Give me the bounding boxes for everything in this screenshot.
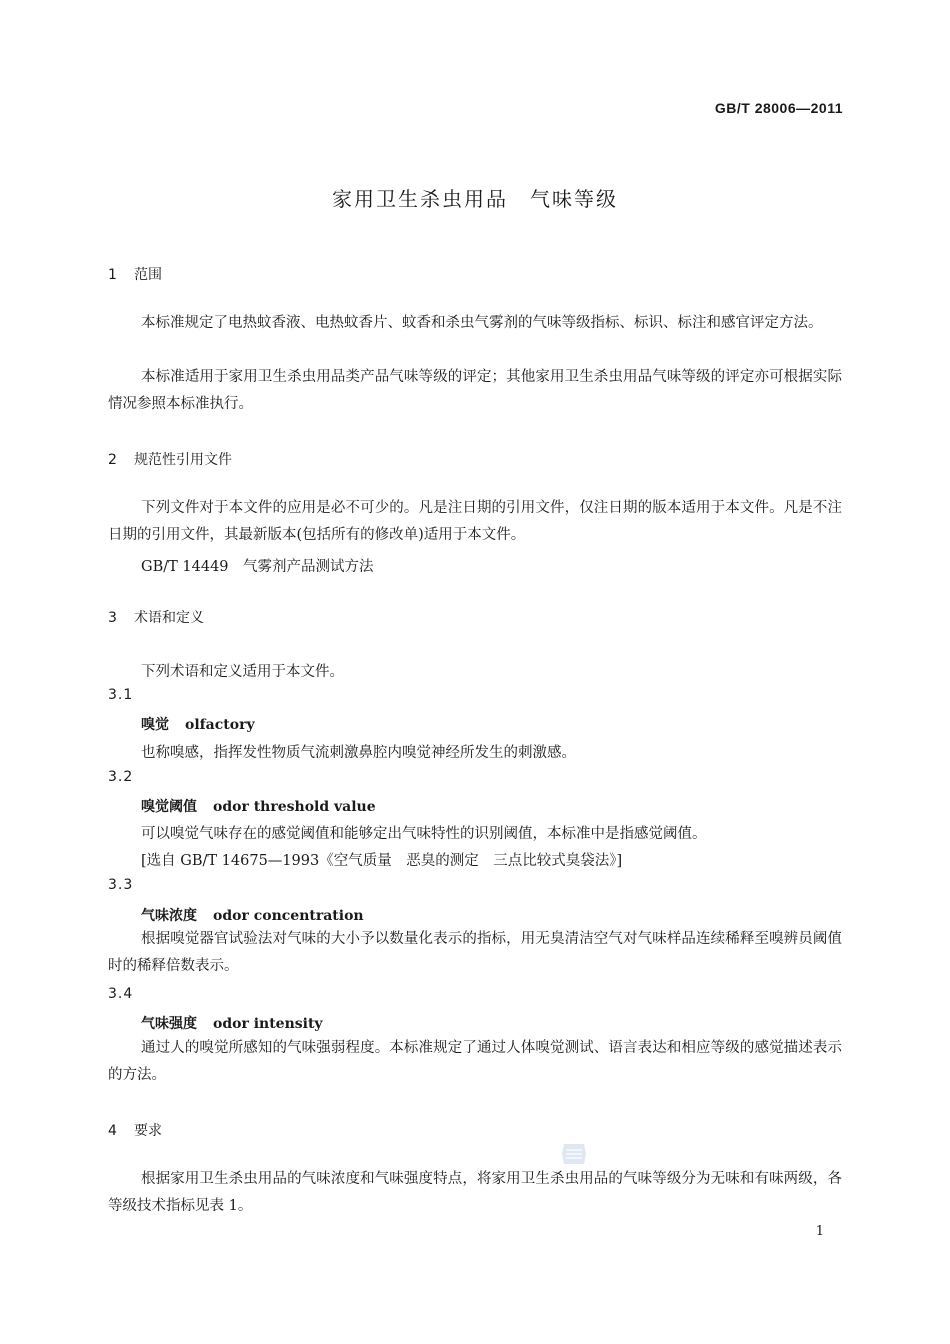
normative-reference: GB/T 14449 气雾剂产品测试方法 — [141, 559, 374, 575]
section-title: 术语和定义 — [134, 610, 204, 626]
section-number: 2 — [108, 452, 117, 468]
section-4-paragraph-1: 根据家用卫生杀虫用品的气味浓度和气味强度特点，将家用卫生杀虫用品的气味等级分为无味和有味两级，各等级技术指标见表 1。 — [108, 1171, 842, 1214]
section-number: 1 — [108, 267, 117, 283]
section-number: 3 — [108, 610, 117, 626]
section-title: 规范性引用文件 — [134, 452, 232, 468]
term-name-zh: 嗅觉阈值 — [141, 799, 197, 815]
section-4-heading — [108, 1120, 162, 1140]
section-title: 要求 — [134, 1123, 162, 1139]
term-name — [141, 714, 255, 734]
term-name — [141, 1013, 323, 1033]
section-number: 4 — [108, 1123, 117, 1139]
term-definition: 通过人的嗅觉所感知的气味强弱程度。本标准规定了通过人体嗅觉测试、语言表达和相应等级的感觉描述表示的方法。 — [108, 1040, 842, 1083]
document-title: 家用卫生杀虫用品 气味等级 — [332, 187, 618, 211]
term-name-en: odor concentration — [213, 908, 364, 924]
term-name-zh: 气味强度 — [141, 1016, 197, 1032]
sac-logo-icon — [560, 1142, 588, 1166]
term-number: 3.1 — [108, 687, 134, 703]
term-name-en: olfactory — [185, 717, 255, 733]
section-2-heading — [108, 449, 232, 469]
term-name — [141, 905, 364, 925]
section-3-intro: 下列术语和定义适用于本文件。 — [141, 664, 344, 680]
standard-code: GB/T 28006—2011 — [714, 100, 843, 116]
term-source: [选自 GB/T 14675—1993《空气质量 恶臭的测定 三点比较式臭袋法》] — [141, 853, 623, 869]
term-name-zh: 嗅觉 — [141, 717, 169, 733]
term-name-en: odor intensity — [213, 1016, 323, 1032]
section-1-paragraph-1: 本标准规定了电热蚊香液、电热蚊香片、蚊香和杀虫气雾剂的气味等级指标、标识、标注和感官评定方法。 — [141, 315, 823, 331]
term-definition: 也称嗅感，指挥发性物质气流刺激鼻腔内嗅觉神经所发生的刺激感。 — [141, 745, 576, 761]
section-3-heading — [108, 607, 204, 627]
term-name — [141, 796, 376, 816]
term-definition: 可以嗅觉气味存在的感觉阈值和能够定出气味特性的识别阈值，本标准中是指感觉阈值。 — [141, 826, 707, 842]
term-name-zh: 气味浓度 — [141, 908, 197, 924]
section-1-paragraph-2: 本标准适用于家用卫生杀虫用品类产品气味等级的评定；其他家用卫生杀虫用品气味等级的评定亦可根据实际情况参照本标准执行。 — [108, 369, 842, 412]
term-definition: 根据嗅觉器官试验法对气味的大小予以数量化表示的指标，用无臭清洁空气对气味样品连续稀释至嗅辨员阈值时的稀释倍数表示。 — [108, 931, 842, 974]
term-number: 3.3 — [108, 877, 134, 893]
term-number: 3.2 — [108, 769, 134, 785]
term-number: 3.4 — [108, 986, 134, 1002]
section-2-paragraph-1: 下列文件对于本文件的应用是必不可少的。凡是注日期的引用文件，仅注日期的版本适用于本文件。凡是不注日期的引用文件，其最新版本(包括所有的修改单)适用于本文件。 — [108, 500, 842, 543]
section-1-heading — [108, 264, 162, 284]
page-number: 1 — [815, 1224, 824, 1239]
section-title: 范围 — [134, 267, 162, 283]
term-name-en: odor threshold value — [213, 799, 376, 815]
